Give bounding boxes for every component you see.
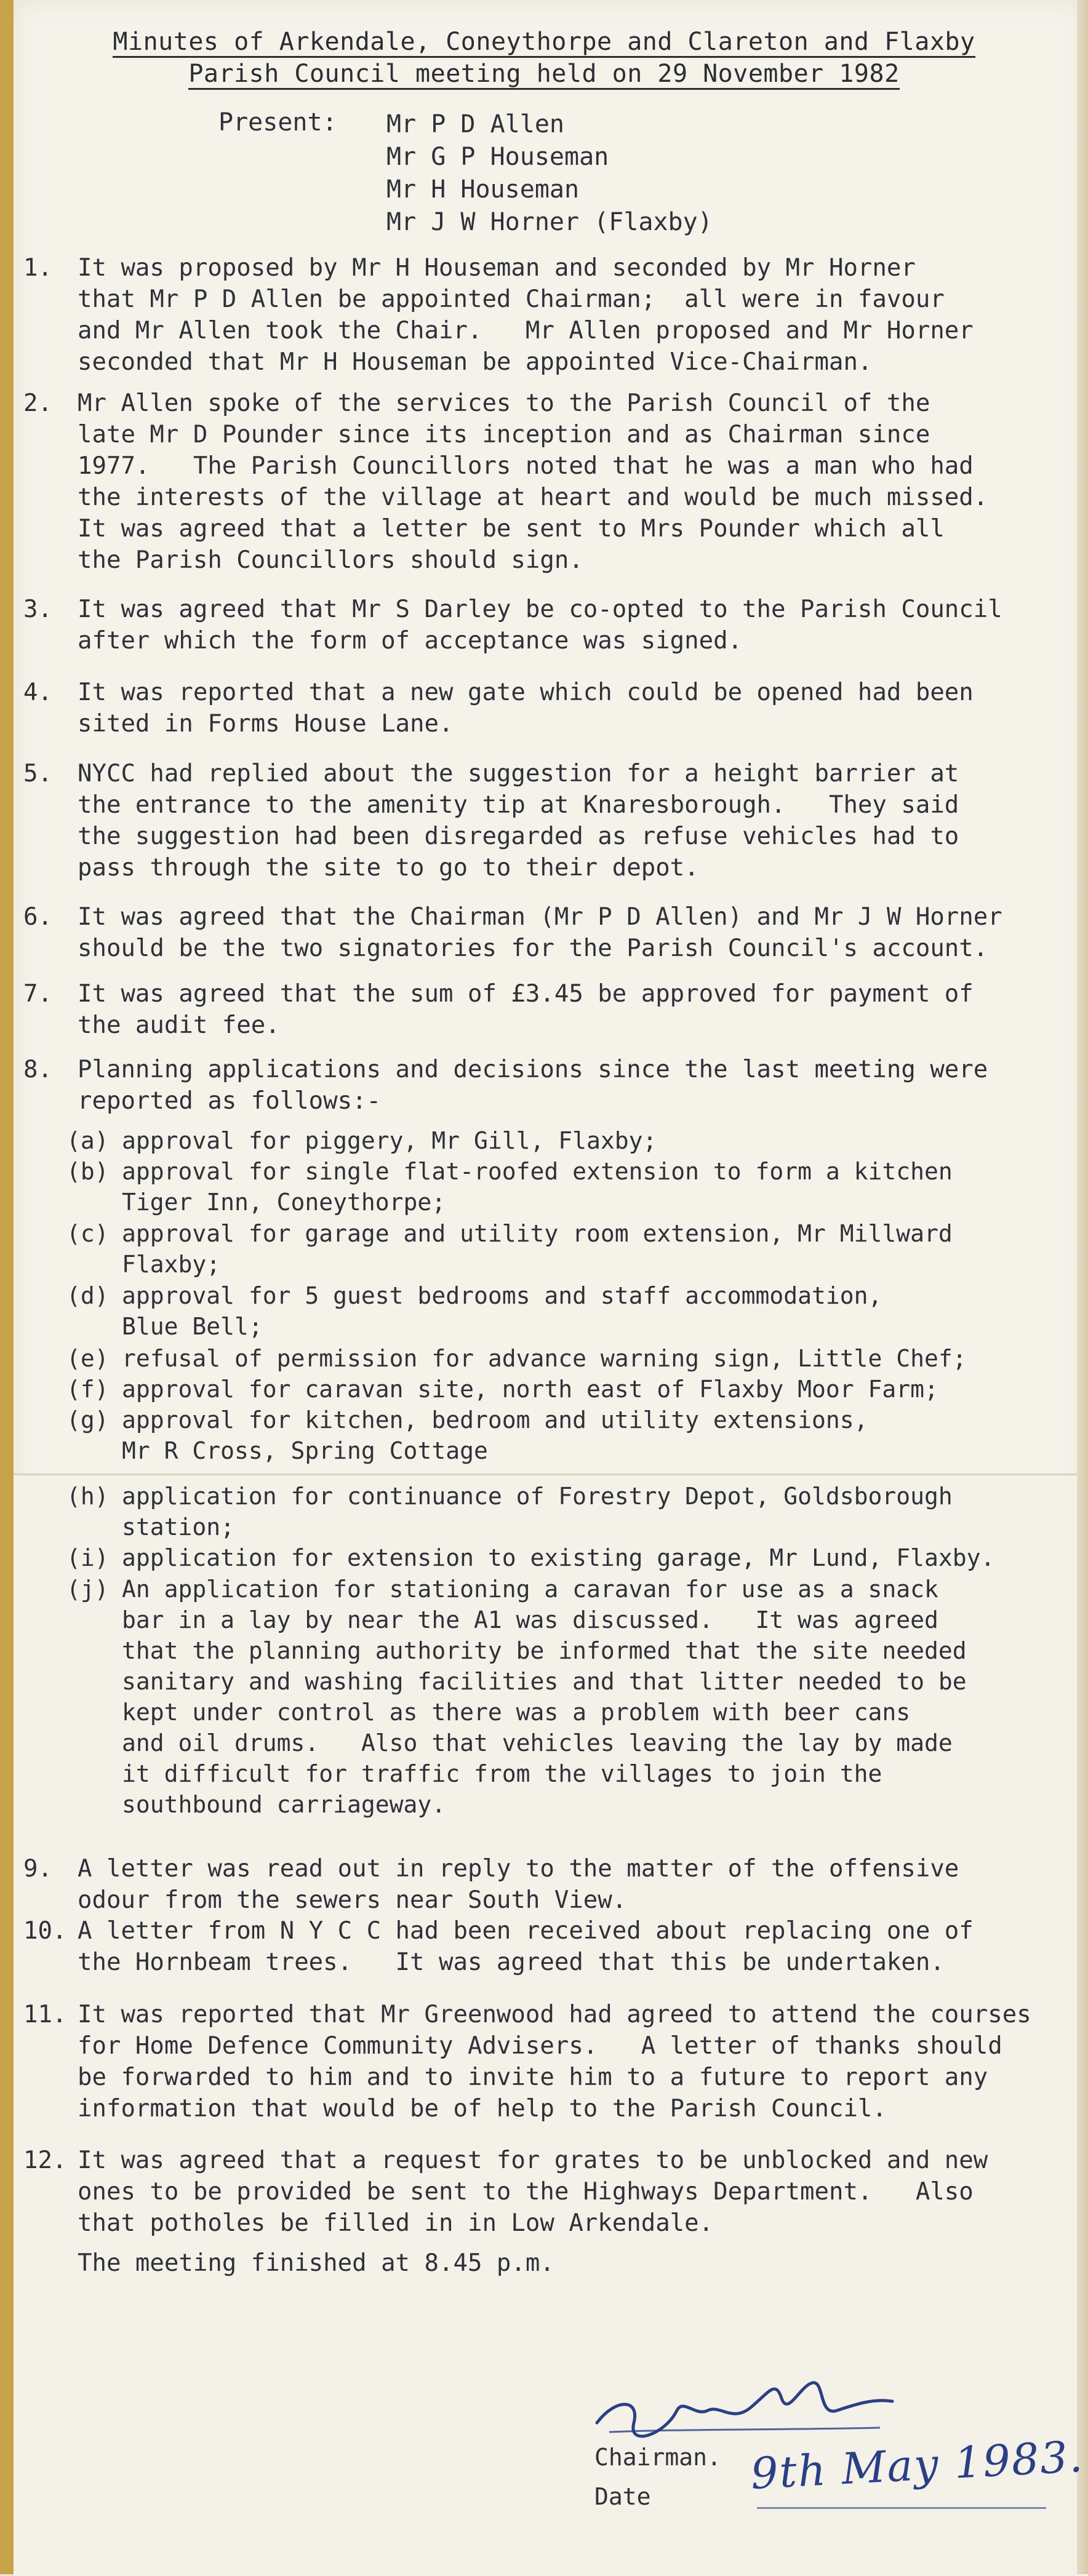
text-line: the Hornbeam trees. It was agreed that this be undertaken.: [78, 1948, 945, 1976]
item-letter: (e): [66, 1345, 109, 1372]
item-number: 4.: [23, 679, 52, 706]
text-line: seconded that Mr H Houseman be appointed Vice-Chairman.: [78, 348, 873, 376]
item-text: [78, 1999, 1031, 2124]
text-line: An application for stationing a caravan for use as a snack: [122, 1576, 938, 1603]
item-letter: (d): [66, 1282, 109, 1309]
text-line: It was reported that Mr Greenwood had agreed to attend the courses: [78, 2001, 1031, 2028]
item-number: 2.: [23, 389, 52, 417]
attendee-list: [386, 108, 713, 239]
text-line: and Mr Allen took the Chair. Mr Allen proposed and Mr Horner: [78, 317, 974, 345]
item-text: [78, 1915, 974, 1978]
text-line: approval for single flat-roofed extension to form a kitchen: [122, 1158, 953, 1185]
text-line: Mr R Cross, Spring Cottage: [122, 1437, 488, 1464]
item-letter: (i): [66, 1544, 109, 1571]
page-edge-strip: [0, 0, 14, 2574]
date-label: Date: [594, 2483, 651, 2510]
text-line: information that would be of help to the Parish Council.: [78, 2095, 887, 2123]
text-line: refusal of permission for advance warning sign, Little Chef;: [122, 1345, 967, 1372]
item-number: 7.: [23, 980, 52, 1008]
item-number: 1.: [23, 254, 52, 282]
item-text: [122, 1218, 953, 1280]
text-line: sited in Forms House Lane.: [78, 710, 454, 738]
text-line: and oil drums. Also that vehicles leaving the lay by made: [122, 1729, 953, 1757]
item-number: 9.: [23, 1855, 52, 1883]
text-line: southbound carriageway.: [122, 1791, 446, 1818]
text-line: It was agreed that the sum of £3.45 be approved for payment of: [78, 980, 974, 1008]
text-line: that the planning authority be informed that the site needed: [122, 1637, 967, 1664]
closing-statement: The meeting finished at 8.45 p.m.: [78, 2249, 554, 2277]
item-text: [78, 2145, 988, 2239]
item-letter: (b): [66, 1158, 109, 1185]
item-number: 11.: [23, 2001, 67, 2028]
handwritten-date: 9th May 1983.: [749, 2431, 1086, 2499]
item-text: [78, 901, 1002, 964]
text-line: A letter from N Y C C had been received about replacing one of: [78, 1917, 974, 1945]
item-text: [122, 1481, 953, 1542]
document-title-line-1: Minutes of Arkendale, Coneythorpe and Clareton and Flaxby: [0, 27, 1088, 57]
text-line: It was agreed that Mr S Darley be co-opted to the Parish Council: [78, 596, 1002, 623]
date-underline: [757, 2507, 1046, 2509]
item-text: [122, 1574, 967, 1820]
item-text: [78, 1853, 959, 1916]
item-letter: (g): [66, 1406, 109, 1434]
present-label: Present:: [218, 108, 337, 137]
item-text: [78, 594, 1002, 656]
item-number: 5.: [23, 760, 52, 788]
item-letter: (j): [66, 1576, 109, 1603]
item-letter: (f): [66, 1376, 109, 1403]
text-line: approval for 5 guest bedrooms and staff accommodation,: [122, 1282, 882, 1309]
text-line: A letter was read out in reply to the matter of the offensive: [78, 1855, 959, 1883]
text-line: reported as follows:-: [78, 1087, 382, 1115]
text-line: kept under control as there was a problem with beer cans: [122, 1699, 911, 1726]
item-text: [78, 1054, 988, 1117]
document-title-line-2: Parish Council meeting held on 29 November 1982: [0, 59, 1088, 89]
attendee: Mr H Houseman: [386, 175, 580, 204]
text-line: Mr Allen spoke of the services to the Parish Council of the: [78, 389, 930, 417]
text-line: It was agreed that the Chairman (Mr P D Allen) and Mr J W Horner: [78, 903, 1002, 931]
text-line: NYCC had replied about the suggestion for a height barrier at: [78, 760, 959, 788]
text-line: approval for caravan site, north east of Flaxby Moor Farm;: [122, 1376, 938, 1403]
text-line: that Mr P D Allen be appointed Chairman; all were in favour: [78, 285, 945, 313]
text-line: Planning applications and decisions since the last meeting were: [78, 1056, 988, 1083]
text-line: approval for garage and utility room extension, Mr Millward: [122, 1220, 953, 1247]
item-text: [78, 758, 959, 883]
text-line: for Home Defence Community Advisers. A letter of thanks should: [78, 2032, 1002, 2060]
text-line: odour from the sewers near South View.: [78, 1886, 627, 1914]
item-text: [78, 388, 988, 576]
attendee: Mr G P Houseman: [386, 143, 609, 171]
chairman-label: Chairman.: [594, 2444, 721, 2471]
item-letter: (c): [66, 1220, 109, 1247]
item-number: 8.: [23, 1056, 52, 1083]
text-line: application for extension to existing garage, Mr Lund, Flaxby.: [122, 1544, 995, 1571]
text-line: sanitary and washing facilities and that litter needed to be: [122, 1668, 967, 1695]
text-line: It was agreed that a request for grates to be unblocked and new: [78, 2147, 988, 2174]
text-line: be forwarded to him and to invite him to a future to report any: [78, 2064, 988, 2091]
text-line: the entrance to the amenity tip at Knaresborough. They said: [78, 791, 959, 819]
item-text: [78, 252, 974, 378]
text-line: bar in a lay by near the A1 was discussed. It was agreed: [122, 1606, 938, 1633]
item-text: [122, 1542, 994, 1573]
item-text: [122, 1374, 938, 1405]
text-line: It was agreed that a letter be sent to Mrs Pounder which all: [78, 515, 945, 543]
text-line: should be the two signatories for the Parish Council's account.: [78, 935, 988, 962]
text-line: It was proposed by Mr H Houseman and seconded by Mr Horner: [78, 254, 916, 282]
item-text: [122, 1343, 967, 1374]
text-line: 1977. The Parish Councillors noted that he was a man who had: [78, 452, 974, 480]
item-text: [78, 677, 974, 740]
item-text: [122, 1156, 953, 1218]
text-line: the interests of the village at heart and would be much missed.: [78, 484, 988, 511]
item-text: [122, 1280, 882, 1342]
text-line: Tiger Inn, Coneythorpe;: [122, 1189, 446, 1216]
text-line: station;: [122, 1513, 235, 1541]
text-line: pass through the site to go to their depot.: [78, 854, 699, 882]
text-line: application for continuance of Forestry Depot, Goldsborough: [122, 1483, 953, 1510]
item-number: 10.: [23, 1917, 67, 1945]
item-letter: (h): [66, 1483, 109, 1510]
text-line: It was reported that a new gate which could be opened had been: [78, 679, 974, 706]
text-line: the Parish Councillors should sign.: [78, 546, 583, 574]
item-number: 3.: [23, 596, 52, 623]
text-line: the audit fee.: [78, 1011, 280, 1039]
text-line: Flaxby;: [122, 1251, 221, 1278]
text-line: ones to be provided be sent to the Highways Department. Also: [78, 2178, 974, 2206]
chairman-signature: [591, 2374, 898, 2447]
item-text: [122, 1125, 657, 1156]
attendee: Mr J W Horner (Flaxby): [386, 208, 713, 236]
item-text: [122, 1405, 868, 1466]
item-number: 6.: [23, 903, 52, 931]
text-line: that potholes be filled in in Low Arkendale.: [78, 2209, 714, 2237]
text-line: the suggestion had been disregarded as refuse vehicles had to: [78, 823, 959, 850]
item-letter: (a): [66, 1127, 109, 1154]
text-line: late Mr D Pounder since its inception and as Chairman since: [78, 421, 930, 449]
text-line: Blue Bell;: [122, 1313, 263, 1340]
attendee: Mr P D Allen: [386, 110, 564, 138]
text-line: approval for kitchen, bedroom and utility extensions,: [122, 1406, 868, 1434]
text-line: it difficult for traffic from the villages to join the: [122, 1760, 882, 1787]
page-edge-shadow: [1077, 0, 1088, 2574]
item-text: [78, 978, 974, 1041]
text-line: after which the form of acceptance was signed.: [78, 627, 743, 655]
item-number: 12.: [23, 2147, 67, 2174]
text-line: approval for piggery, Mr Gill, Flaxby;: [122, 1127, 657, 1154]
